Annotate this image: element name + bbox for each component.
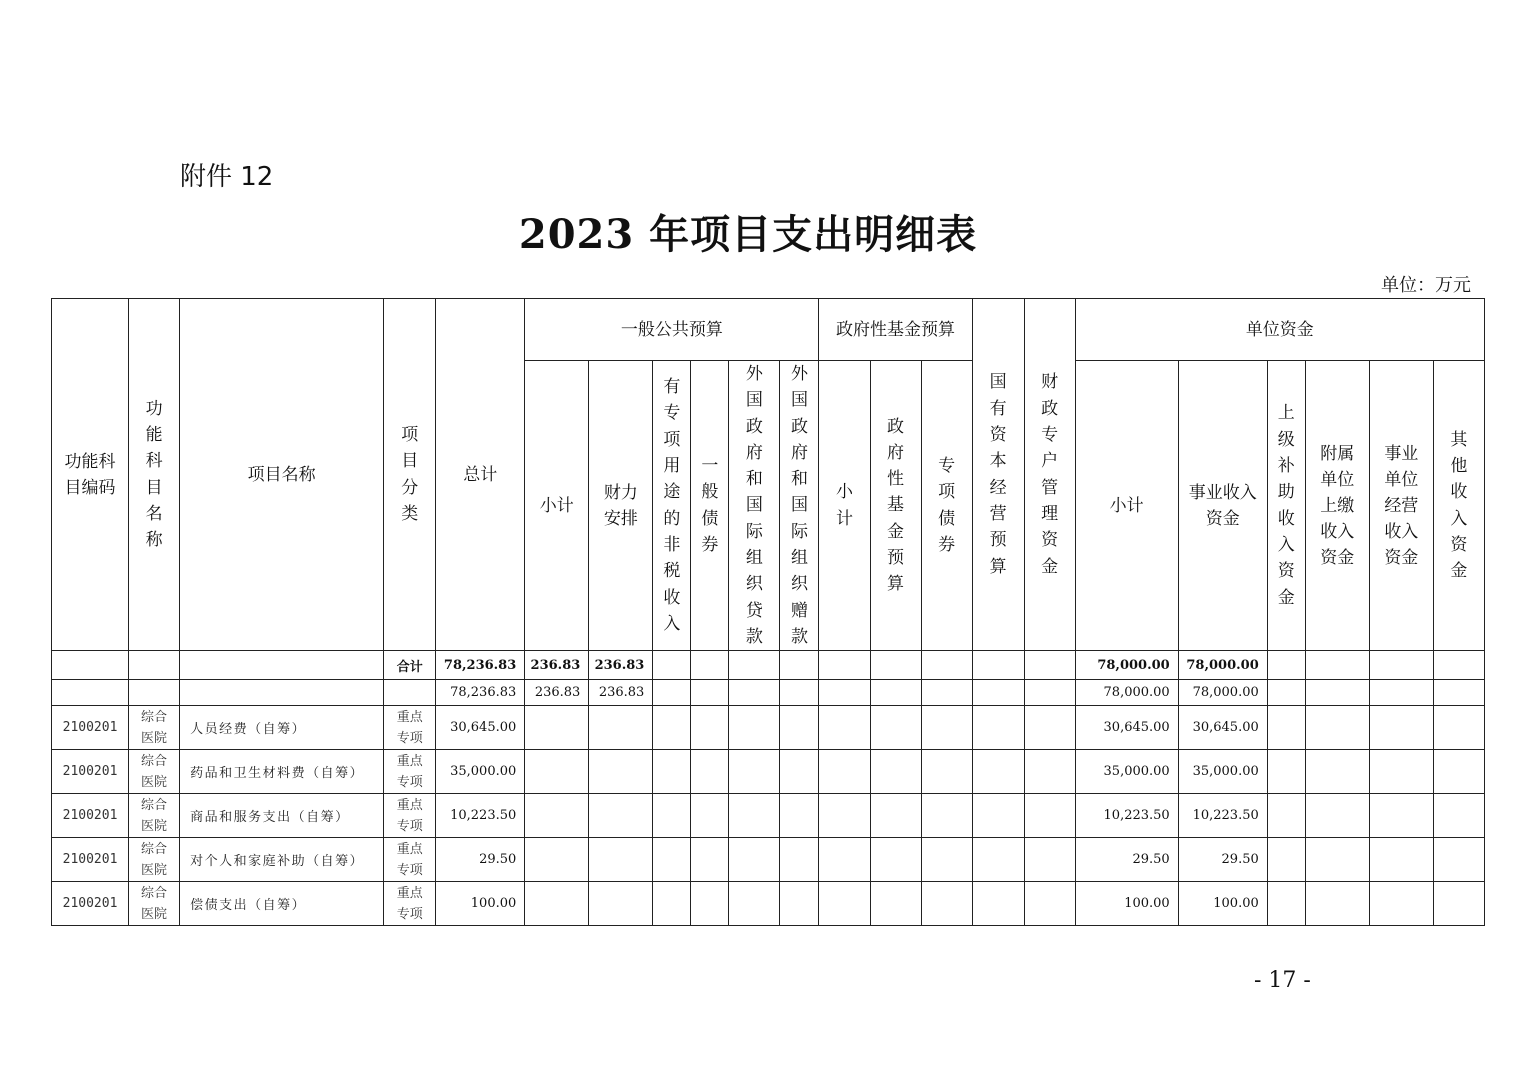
header-general-budget: 一般公共预算	[525, 299, 819, 361]
header-uf-subsidy	[1267, 361, 1305, 651]
table-row	[52, 794, 1485, 838]
row-func-name	[129, 706, 180, 750]
header-gb-subtotal: 小计	[525, 361, 589, 651]
row-uf-subtotal: 35,000.00	[1075, 750, 1178, 794]
page-number: - 17 -	[1254, 968, 1311, 993]
cell-empty	[525, 838, 589, 882]
cell-empty	[780, 882, 819, 926]
header-gb-fiscal-text: 财力安排	[603, 482, 638, 529]
header-gb-bond	[691, 361, 729, 651]
cell-empty	[972, 651, 1024, 680]
row-uf-business: 35,000.00	[1178, 750, 1267, 794]
sub-uf-subtotal: 78,000.00	[1075, 680, 1178, 706]
cell-empty	[921, 882, 972, 926]
header-special-account-text: 财政专户管理资金	[1041, 372, 1059, 577]
header-gb-nontax-text: 有专项用途的非税收入	[663, 377, 681, 634]
header-uf-other	[1433, 361, 1484, 651]
total-label: 合计	[384, 651, 436, 680]
cell-empty	[1305, 838, 1369, 882]
cell-empty	[780, 838, 819, 882]
row-total: 10,223.50	[436, 794, 525, 838]
row-category-text: 重点专项	[396, 797, 423, 834]
header-category-text: 项目分类	[401, 425, 419, 524]
cell-empty	[1267, 838, 1305, 882]
row-func-name	[129, 838, 180, 882]
cell-empty	[780, 750, 819, 794]
cell-empty	[819, 882, 870, 926]
row-project-name: 人员经费（自筹）	[180, 706, 384, 750]
row-uf-business: 29.50	[1178, 838, 1267, 882]
cell-empty	[780, 651, 819, 680]
cell-empty	[780, 794, 819, 838]
cell-empty	[921, 750, 972, 794]
row-func-name	[129, 750, 180, 794]
subtotal-row	[52, 680, 1485, 706]
header-state-capital	[972, 299, 1024, 651]
cell-empty	[1305, 794, 1369, 838]
row-category-text: 重点专项	[396, 885, 423, 922]
sub-gb-subtotal: 236.83	[525, 680, 589, 706]
cell-empty	[129, 651, 180, 680]
row-category-text: 重点专项	[396, 753, 423, 790]
cell-empty	[729, 750, 780, 794]
cell-empty	[1024, 706, 1075, 750]
row-code: 2100201	[52, 794, 129, 838]
total-row	[52, 651, 1485, 680]
cell-empty	[691, 882, 729, 926]
row-uf-subtotal: 30,645.00	[1075, 706, 1178, 750]
cell-empty	[129, 680, 180, 706]
row-category	[384, 838, 436, 882]
cell-empty	[819, 794, 870, 838]
cell-empty	[870, 794, 921, 838]
cell-empty	[921, 794, 972, 838]
header-uf-business	[1178, 361, 1267, 651]
row-func-name	[129, 882, 180, 926]
cell-empty	[691, 680, 729, 706]
cell-empty	[180, 680, 384, 706]
header-uf-operating-text: 事业单位经营收入资金	[1384, 443, 1419, 568]
header-gf-subtotal	[819, 361, 870, 651]
header-gf-budget-text: 政府性基金预算	[887, 416, 905, 595]
cell-empty	[1305, 750, 1369, 794]
cell-empty	[729, 838, 780, 882]
header-code: 功能科目编码	[52, 299, 129, 651]
cell-empty	[819, 680, 870, 706]
cell-empty	[870, 706, 921, 750]
cell-empty	[1433, 794, 1484, 838]
cell-empty	[1369, 750, 1433, 794]
row-project-name: 偿债支出（自筹）	[180, 882, 384, 926]
cell-empty	[729, 794, 780, 838]
unit-label: 单位：万元	[1381, 275, 1471, 296]
row-category	[384, 750, 436, 794]
cell-empty	[589, 750, 653, 794]
row-total: 30,645.00	[436, 706, 525, 750]
header-uf-subtotal: 小计	[1075, 361, 1178, 651]
header-gb-nontax	[653, 361, 691, 651]
header-uf-other-text: 其他收入资金	[1450, 429, 1468, 582]
row-category-text: 重点专项	[396, 841, 423, 878]
cell-empty	[870, 651, 921, 680]
cell-empty	[653, 651, 691, 680]
row-func-name-text: 综合医院	[141, 709, 168, 746]
header-category	[384, 299, 436, 651]
cell-empty	[729, 651, 780, 680]
cell-empty	[1433, 750, 1484, 794]
cell-empty	[1267, 882, 1305, 926]
header-func-name	[129, 299, 180, 651]
cell-empty	[589, 706, 653, 750]
cell-empty	[589, 882, 653, 926]
cell-empty	[819, 838, 870, 882]
cell-empty	[780, 680, 819, 706]
cell-empty	[921, 838, 972, 882]
header-special-account	[1024, 299, 1075, 651]
row-func-name	[129, 794, 180, 838]
cell-empty	[691, 750, 729, 794]
cell-empty	[972, 750, 1024, 794]
header-uf-affiliate	[1305, 361, 1369, 651]
cell-empty	[525, 750, 589, 794]
cell-empty	[1433, 680, 1484, 706]
cell-empty	[525, 882, 589, 926]
cell-empty	[921, 680, 972, 706]
row-uf-business: 10,223.50	[1178, 794, 1267, 838]
row-uf-business: 100.00	[1178, 882, 1267, 926]
cell-empty	[1024, 794, 1075, 838]
row-code: 2100201	[52, 838, 129, 882]
table-row	[52, 750, 1485, 794]
total-total: 78,236.83	[436, 651, 525, 680]
cell-empty	[870, 838, 921, 882]
cell-empty	[691, 706, 729, 750]
header-gb-loan	[729, 361, 780, 651]
row-project-name: 对个人和家庭补助（自筹）	[180, 838, 384, 882]
cell-empty	[1024, 750, 1075, 794]
table-row	[52, 838, 1485, 882]
cell-empty	[691, 794, 729, 838]
row-uf-subtotal: 100.00	[1075, 882, 1178, 926]
project-expenditure-table	[51, 298, 1485, 926]
table-row	[52, 882, 1485, 926]
header-gf-subtotal-text: 小计	[836, 482, 853, 529]
row-uf-business: 30,645.00	[1178, 706, 1267, 750]
row-func-name-text: 综合医院	[141, 885, 168, 922]
cell-empty	[525, 794, 589, 838]
header-uf-subsidy-text: 上级补助收入资金	[1277, 403, 1295, 608]
cell-empty	[729, 680, 780, 706]
row-project-name: 药品和卫生材料费（自筹）	[180, 750, 384, 794]
cell-empty	[1305, 882, 1369, 926]
cell-empty	[972, 838, 1024, 882]
header-unit-funds: 单位资金	[1075, 299, 1484, 361]
cell-empty	[653, 750, 691, 794]
cell-empty	[1024, 882, 1075, 926]
sub-gb-fiscal: 236.83	[589, 680, 653, 706]
header-gf-bond	[921, 361, 972, 651]
cell-empty	[653, 882, 691, 926]
cell-empty	[1433, 838, 1484, 882]
page-title: 2023 年项目支出明细表	[518, 211, 978, 258]
cell-empty	[819, 651, 870, 680]
header-gb-fiscal	[589, 361, 653, 651]
total-gb-subtotal: 236.83	[525, 651, 589, 680]
header-project-name: 项目名称	[180, 299, 384, 651]
header-uf-operating	[1369, 361, 1433, 651]
cell-empty	[1267, 794, 1305, 838]
total-uf-business: 78,000.00	[1178, 651, 1267, 680]
cell-empty	[653, 680, 691, 706]
cell-empty	[589, 794, 653, 838]
row-code: 2100201	[52, 706, 129, 750]
cell-empty	[1024, 680, 1075, 706]
row-category	[384, 794, 436, 838]
row-total: 100.00	[436, 882, 525, 926]
cell-empty	[972, 882, 1024, 926]
cell-empty	[1369, 651, 1433, 680]
cell-empty	[384, 680, 436, 706]
cell-empty	[729, 706, 780, 750]
row-category	[384, 706, 436, 750]
header-gov-fund-budget: 政府性基金预算	[819, 299, 972, 361]
header-state-capital-text: 国有资本经营预算	[989, 372, 1007, 577]
header-uf-business-text: 事业收入资金	[1188, 482, 1257, 529]
cell-empty	[653, 706, 691, 750]
cell-empty	[1305, 680, 1369, 706]
header-gb-grant	[780, 361, 819, 651]
cell-empty	[1369, 680, 1433, 706]
cell-empty	[525, 706, 589, 750]
cell-empty	[1369, 882, 1433, 926]
cell-empty	[972, 680, 1024, 706]
attachment-label: 附件 12	[180, 162, 274, 192]
row-func-name-text: 综合医院	[141, 841, 168, 878]
cell-empty	[819, 750, 870, 794]
row-uf-subtotal: 29.50	[1075, 838, 1178, 882]
cell-empty	[1305, 706, 1369, 750]
cell-empty	[1369, 838, 1433, 882]
cell-empty	[1433, 882, 1484, 926]
header-row-1	[52, 299, 1485, 361]
cell-empty	[180, 651, 384, 680]
row-category	[384, 882, 436, 926]
cell-empty	[1369, 794, 1433, 838]
cell-empty	[870, 750, 921, 794]
cell-empty	[1267, 651, 1305, 680]
row-project-name: 商品和服务支出（自筹）	[180, 794, 384, 838]
cell-empty	[653, 838, 691, 882]
header-gf-budget	[870, 361, 921, 651]
header-func-name-text: 功能科目名称	[145, 398, 163, 551]
table-row	[52, 706, 1485, 750]
cell-empty	[52, 680, 129, 706]
cell-empty	[1024, 838, 1075, 882]
total-gb-fiscal: 236.83	[589, 651, 653, 680]
cell-empty	[653, 794, 691, 838]
cell-empty	[52, 651, 129, 680]
row-func-name-text: 综合医院	[141, 797, 168, 834]
cell-empty	[819, 706, 870, 750]
sub-total: 78,236.83	[436, 680, 525, 706]
cell-empty	[1267, 750, 1305, 794]
cell-empty	[691, 651, 729, 680]
cell-empty	[921, 706, 972, 750]
cell-empty	[870, 882, 921, 926]
cell-empty	[1369, 706, 1433, 750]
row-total: 29.50	[436, 838, 525, 882]
header-uf-affiliate-text: 附属单位上缴收入资金	[1320, 443, 1355, 568]
cell-empty	[729, 882, 780, 926]
header-gf-bond-text: 专项债券	[938, 456, 956, 555]
cell-empty	[589, 838, 653, 882]
cell-empty	[972, 794, 1024, 838]
cell-empty	[1433, 651, 1484, 680]
header-total: 总计	[436, 299, 525, 651]
cell-empty	[921, 651, 972, 680]
row-uf-subtotal: 10,223.50	[1075, 794, 1178, 838]
cell-empty	[691, 838, 729, 882]
header-gb-loan-text: 外国政府和国际组织贷款	[745, 364, 763, 647]
header-gb-grant-text: 外国政府和国际组织赠款	[790, 364, 808, 647]
row-func-name-text: 综合医院	[141, 753, 168, 790]
total-uf-subtotal: 78,000.00	[1075, 651, 1178, 680]
row-code: 2100201	[52, 750, 129, 794]
row-category-text: 重点专项	[396, 709, 423, 746]
header-gb-bond-text: 一般债券	[701, 456, 719, 555]
cell-empty	[1267, 706, 1305, 750]
cell-empty	[780, 706, 819, 750]
sub-uf-business: 78,000.00	[1178, 680, 1267, 706]
cell-empty	[1267, 680, 1305, 706]
cell-empty	[1433, 706, 1484, 750]
row-code: 2100201	[52, 882, 129, 926]
cell-empty	[870, 680, 921, 706]
row-total: 35,000.00	[436, 750, 525, 794]
cell-empty	[972, 706, 1024, 750]
cell-empty	[1024, 651, 1075, 680]
cell-empty	[1305, 651, 1369, 680]
